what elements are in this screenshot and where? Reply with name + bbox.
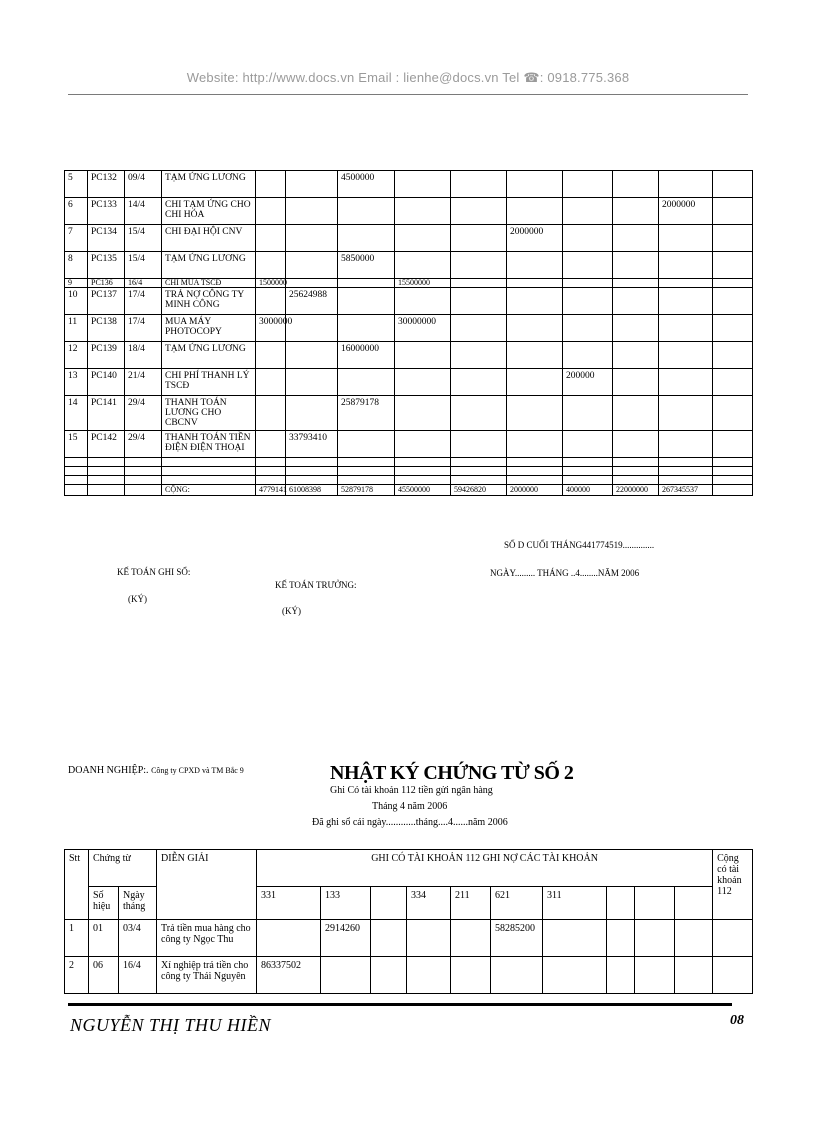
table-cell	[613, 288, 659, 315]
table-cell	[338, 315, 395, 342]
chief-accountant-label: KẾ TOÁN TRƯỞNG:	[275, 580, 357, 590]
table-cell	[563, 171, 613, 198]
table-cell	[256, 198, 286, 225]
table-cell	[286, 315, 338, 342]
voucher-number-header: Số hiệu	[89, 887, 119, 920]
table-cell	[713, 225, 753, 252]
table-cell	[613, 431, 659, 458]
table-cell	[563, 315, 613, 342]
account-column-header: 334	[407, 887, 451, 920]
table-cell	[659, 458, 713, 467]
table-cell	[563, 288, 613, 315]
table-cell	[659, 225, 713, 252]
table-cell: 4500000	[338, 171, 395, 198]
table-cell: PC142	[88, 431, 125, 458]
table-cell: CỘNG:	[162, 485, 256, 496]
table-cell	[162, 467, 256, 476]
table-cell	[286, 467, 338, 476]
table-cell	[659, 315, 713, 342]
table-cell	[162, 476, 256, 485]
table-row	[65, 369, 753, 396]
table-cell: 25879178	[338, 396, 395, 431]
table-row	[65, 467, 753, 476]
table-cell	[338, 225, 395, 252]
table-cell	[659, 342, 713, 369]
table-cell	[659, 396, 713, 431]
table-cell: PC141	[88, 396, 125, 431]
table-cell	[613, 225, 659, 252]
table-cell	[563, 431, 613, 458]
table-cell	[286, 396, 338, 431]
table-cell	[507, 279, 563, 288]
table-cell	[659, 369, 713, 396]
table-cell	[659, 171, 713, 198]
table-cell	[507, 198, 563, 225]
table-row	[65, 476, 753, 485]
journal-month: Tháng 4 năm 2006	[372, 801, 448, 812]
table-cell	[451, 396, 507, 431]
table-cell	[338, 458, 395, 467]
table-cell	[395, 342, 451, 369]
table-cell: 03/4	[119, 920, 157, 957]
table-cell	[613, 198, 659, 225]
account-column-header: 331	[257, 887, 321, 920]
table-cell	[451, 198, 507, 225]
table-cell	[507, 342, 563, 369]
footer-divider	[68, 1003, 732, 1006]
account-column-header: 311	[543, 887, 607, 920]
table-cell	[659, 431, 713, 458]
table-cell	[451, 315, 507, 342]
account-column-header	[371, 887, 407, 920]
table-cell	[256, 252, 286, 279]
table-cell	[507, 315, 563, 342]
page-number: 08	[730, 1013, 744, 1028]
table-cell: 61008398	[286, 485, 338, 496]
table-cell: 30000000	[395, 315, 451, 342]
table-cell: THANH TOÁN LƯƠNG CHO CBCNV	[162, 396, 256, 431]
table-cell	[563, 467, 613, 476]
ending-balance: SỐ D CUỐI THÁNG441774519..............	[504, 540, 655, 550]
table-cell	[635, 920, 675, 957]
table-cell	[162, 458, 256, 467]
account-column-header: 133	[321, 887, 371, 920]
table-cell	[713, 288, 753, 315]
table-cell: 59426820	[451, 485, 507, 496]
table-cell	[713, 485, 753, 496]
voucher-header: Chứng từ	[89, 850, 157, 887]
table-cell	[395, 171, 451, 198]
table-cell: 06	[89, 957, 119, 994]
table-cell	[338, 198, 395, 225]
table-cell	[451, 279, 507, 288]
table-cell	[607, 920, 635, 957]
table-cell	[256, 396, 286, 431]
table-cell	[713, 252, 753, 279]
table-cell	[338, 431, 395, 458]
table-cell	[65, 485, 88, 496]
author-name: NGUYỄN THỊ THU HIỀN	[70, 1015, 272, 1035]
table-cell	[713, 279, 753, 288]
enterprise-label: DOANH NGHIỆP:.	[68, 765, 149, 776]
table-cell: 86337502	[257, 957, 321, 994]
table-cell: TẠM ỨNG LƯƠNG	[162, 171, 256, 198]
journal-subtitle: Ghi Có tài khoản 112 tiền gửi ngân hàng	[330, 785, 493, 796]
table-cell	[256, 467, 286, 476]
table-cell	[256, 171, 286, 198]
table-cell: TẠM ỨNG LƯƠNG	[162, 252, 256, 279]
table-cell: 2000000	[507, 225, 563, 252]
table-cell: TẠM ỨNG LƯƠNG	[162, 342, 256, 369]
table-cell	[65, 467, 88, 476]
table-cell	[286, 225, 338, 252]
table-cell	[713, 171, 753, 198]
table-cell	[256, 225, 286, 252]
table-cell: 21/4	[125, 369, 162, 396]
table-cell: 2000000	[659, 198, 713, 225]
account-column-header: 621	[491, 887, 543, 920]
table-row	[65, 396, 753, 431]
table-cell: 29/4	[125, 396, 162, 431]
enterprise-line	[68, 765, 244, 776]
table-cell	[613, 171, 659, 198]
table-cell	[286, 198, 338, 225]
table-cell	[256, 476, 286, 485]
table-cell	[65, 476, 88, 485]
table-row	[65, 171, 753, 198]
cash-payment-table	[64, 170, 753, 496]
table-cell	[256, 458, 286, 467]
table-cell	[563, 476, 613, 485]
table-cell	[286, 171, 338, 198]
table-cell: PC133	[88, 198, 125, 225]
table-row	[65, 252, 753, 279]
table-cell	[256, 342, 286, 369]
table-cell	[451, 225, 507, 252]
table-cell: 4779141	[256, 485, 286, 496]
table-cell	[256, 288, 286, 315]
table-cell: 1	[65, 920, 89, 957]
table-cell	[321, 957, 371, 994]
table-cell	[125, 458, 162, 467]
table-cell: 14/4	[125, 198, 162, 225]
table-cell: 15500000	[395, 279, 451, 288]
table-cell	[713, 369, 753, 396]
table-row	[65, 920, 753, 957]
table-cell	[451, 431, 507, 458]
table-cell	[507, 288, 563, 315]
table-cell	[563, 342, 613, 369]
table-cell	[507, 476, 563, 485]
table-cell	[125, 485, 162, 496]
table-cell	[613, 252, 659, 279]
table-cell: 14	[65, 396, 88, 431]
table-cell	[395, 476, 451, 485]
table-row	[65, 288, 753, 315]
table-cell	[371, 920, 407, 957]
table-cell	[65, 458, 88, 467]
table-cell: 2	[65, 957, 89, 994]
table-cell	[407, 920, 451, 957]
table-cell	[395, 369, 451, 396]
table-cell: 58285200	[491, 920, 543, 957]
table-row	[65, 225, 753, 252]
table-cell	[451, 342, 507, 369]
table-cell: 3000000	[256, 315, 286, 342]
table-cell	[713, 957, 753, 994]
table-cell: 1500000	[256, 279, 286, 288]
table-cell	[563, 198, 613, 225]
table-cell: 7	[65, 225, 88, 252]
table-cell	[507, 396, 563, 431]
table-cell: 8	[65, 252, 88, 279]
table-cell: TRẢ NỢ CÔNG TY MINH CÔNG	[162, 288, 256, 315]
table-cell	[713, 458, 753, 467]
table-cell: MUA MÁY PHOTOCOPY	[162, 315, 256, 342]
table-cell: 29/4	[125, 431, 162, 458]
table-cell: PC132	[88, 171, 125, 198]
table-cell: 15/4	[125, 252, 162, 279]
table-cell: Xí nghiệp trả tiền cho công ty Thái Nguyên	[157, 957, 257, 994]
table-cell	[675, 957, 713, 994]
table-row	[65, 431, 753, 458]
table-cell	[563, 225, 613, 252]
accountant-sign: (KÝ)	[128, 594, 147, 604]
table-cell: CHI TẠM ỨNG CHO CHI HÓA	[162, 198, 256, 225]
table-cell	[256, 369, 286, 396]
table-cell: 5	[65, 171, 88, 198]
table-cell	[713, 476, 753, 485]
table-cell	[613, 476, 659, 485]
chief-accountant-sign: (KÝ)	[282, 606, 301, 616]
table-cell	[286, 252, 338, 279]
table-cell	[659, 467, 713, 476]
table-cell: 13	[65, 369, 88, 396]
table-cell	[371, 957, 407, 994]
table-row	[65, 279, 753, 288]
table-cell	[88, 485, 125, 496]
table-row	[65, 198, 753, 225]
table-cell: CHI PHÍ THANH LÝ TSCĐ	[162, 369, 256, 396]
table-cell	[659, 279, 713, 288]
table-cell	[543, 920, 607, 957]
table-cell	[286, 369, 338, 396]
table-row	[65, 458, 753, 467]
table-cell: CHI MUA TSCĐ	[162, 279, 256, 288]
table-cell: 16000000	[338, 342, 395, 369]
table-cell: PC140	[88, 369, 125, 396]
table-cell	[491, 957, 543, 994]
table-cell	[338, 476, 395, 485]
total-credit-header: Cộng có tài khoản 112	[713, 850, 753, 920]
account-column-header: 211	[451, 887, 491, 920]
table-cell: PC134	[88, 225, 125, 252]
table-cell: 16/4	[119, 957, 157, 994]
table-cell: 267345537	[659, 485, 713, 496]
table-cell: 5850000	[338, 252, 395, 279]
table-cell	[338, 288, 395, 315]
table-row	[65, 315, 753, 342]
table-cell: PC136	[88, 279, 125, 288]
table-cell	[338, 369, 395, 396]
table-cell: 16/4	[125, 279, 162, 288]
table-cell	[507, 467, 563, 476]
table-cell: 52879178	[338, 485, 395, 496]
table-cell	[451, 957, 491, 994]
table-cell	[507, 431, 563, 458]
header-divider	[68, 94, 748, 95]
table-cell: 6	[65, 198, 88, 225]
table-cell	[613, 342, 659, 369]
table-row	[65, 342, 753, 369]
table-cell	[88, 476, 125, 485]
stt-header: Stt	[65, 850, 89, 920]
table-cell	[563, 279, 613, 288]
table-cell: 200000	[563, 369, 613, 396]
table-cell: 01	[89, 920, 119, 957]
table-cell: 9	[65, 279, 88, 288]
website-header: Website: http://www.docs.vn Email : lienhe@docs.vn Tel ☎: 0918.775.368	[186, 70, 630, 85]
table-cell	[256, 431, 286, 458]
table-cell: PC138	[88, 315, 125, 342]
table-cell	[395, 431, 451, 458]
table-cell	[659, 476, 713, 485]
table-cell: 09/4	[125, 171, 162, 198]
table-cell	[451, 476, 507, 485]
table-cell	[563, 458, 613, 467]
table-cell: 15	[65, 431, 88, 458]
table-cell	[286, 342, 338, 369]
journal-title: NHẬT KÝ CHỨNG TỪ SỐ 2	[330, 762, 574, 784]
table-cell: THANH TOÁN TIỀN ĐIỆN ĐIỆN THOẠI	[162, 431, 256, 458]
table-cell	[507, 171, 563, 198]
table-cell	[451, 369, 507, 396]
table-cell: 11	[65, 315, 88, 342]
table-cell: 2000000	[507, 485, 563, 496]
table-cell	[451, 288, 507, 315]
table-cell	[286, 476, 338, 485]
table-cell	[395, 225, 451, 252]
table-cell	[395, 288, 451, 315]
table-cell	[563, 252, 613, 279]
table-cell: PC139	[88, 342, 125, 369]
enterprise-name: Công ty CPXD và TM Bắc 9	[151, 766, 244, 775]
table-cell: CHI ĐẠI HỘI CNV	[162, 225, 256, 252]
table-cell	[88, 458, 125, 467]
accountant-label: KẾ TOÁN GHI SỔ:	[117, 567, 191, 577]
table-cell	[507, 369, 563, 396]
table-cell	[613, 467, 659, 476]
table-cell	[713, 342, 753, 369]
table-cell	[88, 467, 125, 476]
table-cell	[395, 252, 451, 279]
table-cell	[713, 315, 753, 342]
table-cell	[395, 396, 451, 431]
sign-date: NGÀY......... THÁNG ..4........NĂM 2006	[490, 568, 640, 578]
table-cell: 33793410	[286, 431, 338, 458]
table-cell	[713, 198, 753, 225]
table-cell	[338, 467, 395, 476]
table-cell	[286, 279, 338, 288]
table-cell: PC137	[88, 288, 125, 315]
table-cell	[659, 288, 713, 315]
table-cell: 15/4	[125, 225, 162, 252]
table-cell	[451, 171, 507, 198]
table-cell: PC135	[88, 252, 125, 279]
table-cell	[395, 198, 451, 225]
journal-table	[64, 849, 753, 994]
table-cell	[395, 458, 451, 467]
account-column-header	[635, 887, 675, 920]
table-cell	[607, 957, 635, 994]
table-cell: 22000000	[613, 485, 659, 496]
table-cell	[613, 396, 659, 431]
table-cell	[451, 920, 491, 957]
table-cell: Trả tiền mua hàng cho công ty Ngọc Thu	[157, 920, 257, 957]
account-column-header	[675, 887, 713, 920]
description-header: DIỄN GIẢI	[157, 850, 257, 920]
table-cell	[613, 458, 659, 467]
table-cell	[543, 957, 607, 994]
table-cell	[507, 252, 563, 279]
table-cell: 400000	[563, 485, 613, 496]
table-cell	[257, 920, 321, 957]
table-cell	[659, 252, 713, 279]
table-cell	[125, 467, 162, 476]
table-cell	[713, 431, 753, 458]
table-cell	[451, 458, 507, 467]
table-cell	[713, 467, 753, 476]
table-cell: 10	[65, 288, 88, 315]
table-cell: 17/4	[125, 288, 162, 315]
table-cell	[563, 396, 613, 431]
table-row	[65, 957, 753, 994]
table-cell: 17/4	[125, 315, 162, 342]
table-cell	[613, 279, 659, 288]
table-cell	[635, 957, 675, 994]
table-cell	[713, 396, 753, 431]
table-cell	[713, 920, 753, 957]
table-cell	[286, 458, 338, 467]
table-cell: 18/4	[125, 342, 162, 369]
table-cell	[675, 920, 713, 957]
journal-posted: Đã ghi sổ cái ngày............tháng....4......năm 2006	[312, 817, 508, 828]
table-cell	[395, 467, 451, 476]
table-cell: 45500000	[395, 485, 451, 496]
table-cell	[451, 467, 507, 476]
table-cell	[613, 315, 659, 342]
table-cell: 2914260	[321, 920, 371, 957]
account-group-header: GHI CÓ TÀI KHOẢN 112 GHI NỢ CÁC TÀI KHOẢN	[257, 850, 713, 887]
voucher-date-header: Ngày tháng	[119, 887, 157, 920]
table-row	[65, 485, 753, 496]
table-cell	[407, 957, 451, 994]
table-cell	[125, 476, 162, 485]
table-cell	[613, 369, 659, 396]
account-column-header	[607, 887, 635, 920]
table-cell	[507, 458, 563, 467]
table-cell	[451, 252, 507, 279]
table-cell: 12	[65, 342, 88, 369]
table-cell	[338, 279, 395, 288]
table-cell: 25624988	[286, 288, 338, 315]
